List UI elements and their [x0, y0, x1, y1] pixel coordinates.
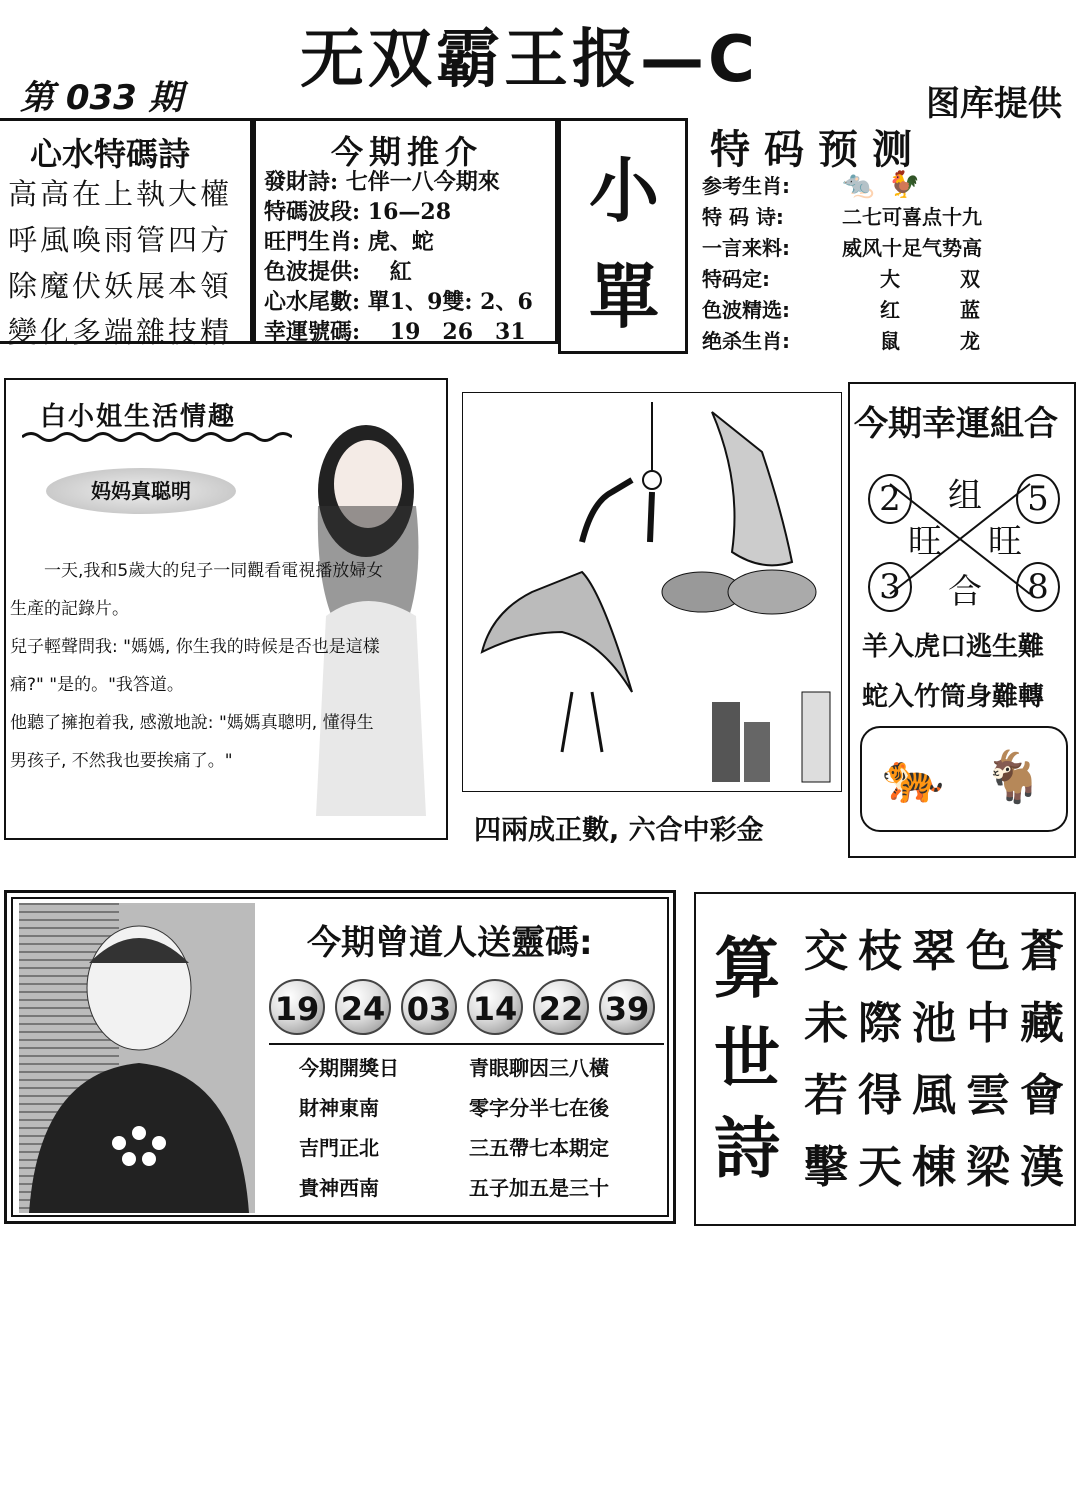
prediction-row [702, 295, 982, 326]
recommend-line: 心水尾數: 單1、9雙: 2、6 [264, 289, 533, 315]
recommend-line: 特碼波段: 16—28 [264, 199, 452, 225]
hint-line: 財神東南 [299, 1096, 379, 1120]
prediction-heading: 特码预测 [710, 127, 926, 173]
story-badge [46, 468, 236, 514]
hint-line: 吉門正北 [299, 1136, 379, 1160]
number-ball: 14 [467, 979, 523, 1035]
left-hints [299, 1048, 399, 1208]
hint-line: 零字分半七在後 [469, 1096, 609, 1120]
poem-line: 高高在上執大權 [8, 177, 233, 211]
prediction-row [702, 326, 982, 357]
combo-char: 合 [948, 572, 982, 612]
number-ball: 19 [269, 979, 325, 1035]
prediction-rows [702, 170, 982, 357]
hint-line: 貴神西南 [299, 1176, 379, 1200]
prediction-row-zodiac [702, 170, 982, 202]
combo-num: 5 [1016, 474, 1060, 524]
hint-line: 五子加五是三十 [469, 1176, 609, 1200]
right-hints [469, 1048, 609, 1208]
world-poem-title-char: 世 [714, 1020, 780, 1097]
story-text [10, 552, 383, 780]
story-paragraph: 兒子輕聲問我: "媽媽, 你生我的時候是否也是這樣 [10, 637, 380, 657]
small-single-box [558, 118, 688, 354]
combo-num: 8 [1016, 562, 1060, 612]
goat-icon: 🐐 [982, 748, 1045, 806]
old-man-photo [19, 903, 255, 1213]
story-paragraph: 生產的記錄片。 [10, 599, 129, 619]
prediction-label: 色波精选: [702, 298, 790, 322]
hint-line: 青眼聊因三八橫 [469, 1056, 609, 1080]
combo-num: 2 [868, 474, 912, 524]
combo-char: 旺 [908, 522, 942, 562]
picture-caption: 四兩成正數, 六合中彩金 [474, 815, 764, 846]
prediction-row [702, 233, 982, 264]
lucky-combo-heading: 今期幸運組合 [854, 404, 1058, 444]
number-ball: 24 [335, 979, 391, 1035]
wave-divider [22, 430, 292, 444]
story-paragraph: 男孩子, 不然我也要挨痛了。" [10, 751, 233, 771]
heart-poem-box [0, 118, 253, 349]
tiger-icon: 🐅 [882, 748, 945, 806]
heart-poem-heading: 心水特碼詩 [30, 135, 191, 173]
recommend-line: 旺門生肖: 虎、蛇 [264, 229, 434, 255]
world-poem-line: 若得風雲會 [804, 1070, 1074, 1121]
world-poem-lines [804, 916, 1074, 1204]
prediction-value: 鼠 龙 [880, 329, 980, 353]
combo-line: 蛇入竹筒身難轉 [862, 682, 1045, 712]
prediction-label: 一言来料: [702, 236, 790, 260]
issue-number: 第 033 期 [20, 78, 183, 118]
world-poem-line: 交枝翠色蒼 [804, 926, 1074, 977]
story-paragraph: 一天,我和5歲大的兒子一同觀看電視播放婦女 [10, 561, 384, 581]
combo-char: 旺 [988, 522, 1022, 562]
crane-illustration [462, 392, 842, 792]
story-paragraph: 痛?" "是的。"我答道。 [10, 675, 184, 695]
number-ball: 22 [533, 979, 589, 1035]
prediction-value: 红 蓝 [880, 298, 980, 322]
world-poem-box [694, 892, 1076, 1226]
prediction-row [702, 264, 982, 295]
poem-line: 變化多端雜技精 [8, 315, 233, 349]
combo-char: 组 [948, 476, 982, 516]
prediction-label: 参考生肖: [702, 174, 790, 198]
world-poem-line: 未際池中藏 [804, 998, 1074, 1049]
taoist-heading: 今期曾道人送靈碼: [307, 923, 593, 963]
world-poem-line: 擊天棟梁漢 [804, 1142, 1074, 1193]
poem-line: 除魔伏妖展本領 [8, 269, 233, 303]
poem-line: 呼風喚雨管四方 [8, 223, 233, 257]
ball-row [269, 979, 665, 1035]
lucky-combo-box [848, 382, 1076, 858]
hint-divider [269, 1043, 664, 1045]
story-paragraph: 他聽了擁抱着我, 感激地說: "媽媽真聰明, 懂得生 [10, 713, 374, 733]
combo-line: 羊入虎口逃生難 [862, 632, 1045, 662]
story-heading: 白小姐生活情趣 [40, 402, 237, 432]
recommend-box [253, 118, 558, 344]
rooster-icon: 🐓 [888, 170, 921, 200]
combo-num: 3 [868, 562, 912, 612]
prediction-label: 特码定: [702, 267, 770, 291]
story-box [4, 378, 448, 840]
mouse-icon: 🐀 [842, 170, 875, 200]
recommend-line: 色波提供: 紅 [264, 259, 412, 285]
prediction-label: 绝杀生肖: [702, 329, 790, 353]
page-title: 无双霸王报—C [300, 23, 759, 97]
prediction-value: 二七可喜点十九 [842, 205, 982, 229]
picture-panel [462, 392, 842, 846]
animal-frame [860, 726, 1068, 832]
recommend-heading: 今期推介 [331, 133, 484, 171]
taoist-box [4, 890, 676, 1224]
provider-label: 图库提供 [926, 84, 1062, 124]
world-poem-title-char: 詩 [714, 1110, 780, 1187]
prediction-value: 威风十足气势高 [842, 236, 982, 260]
prediction-value: 大 双 [880, 267, 980, 291]
world-poem-title [714, 924, 780, 1194]
recommend-lines [264, 167, 533, 347]
prediction-box [690, 118, 1075, 354]
small-single-char-2: 單 [589, 256, 659, 338]
hint-line: 今期開獎日 [299, 1056, 399, 1080]
prediction-label: 特 码 诗: [702, 205, 784, 229]
recommend-line: 發財詩: 七伴一八今期來 [264, 169, 500, 195]
number-ball: 03 [401, 979, 457, 1035]
small-single-char-1: 小 [589, 150, 659, 232]
prediction-row [702, 202, 982, 233]
story-badge-text: 妈妈真聪明 [91, 479, 191, 503]
number-ball: 39 [599, 979, 655, 1035]
hint-line: 三五帶七本期定 [469, 1136, 609, 1160]
heart-poem-lines [8, 171, 232, 355]
world-poem-title-char: 算 [714, 930, 780, 1007]
recommend-line: 幸運號碼: 19 26 31 [264, 319, 526, 345]
